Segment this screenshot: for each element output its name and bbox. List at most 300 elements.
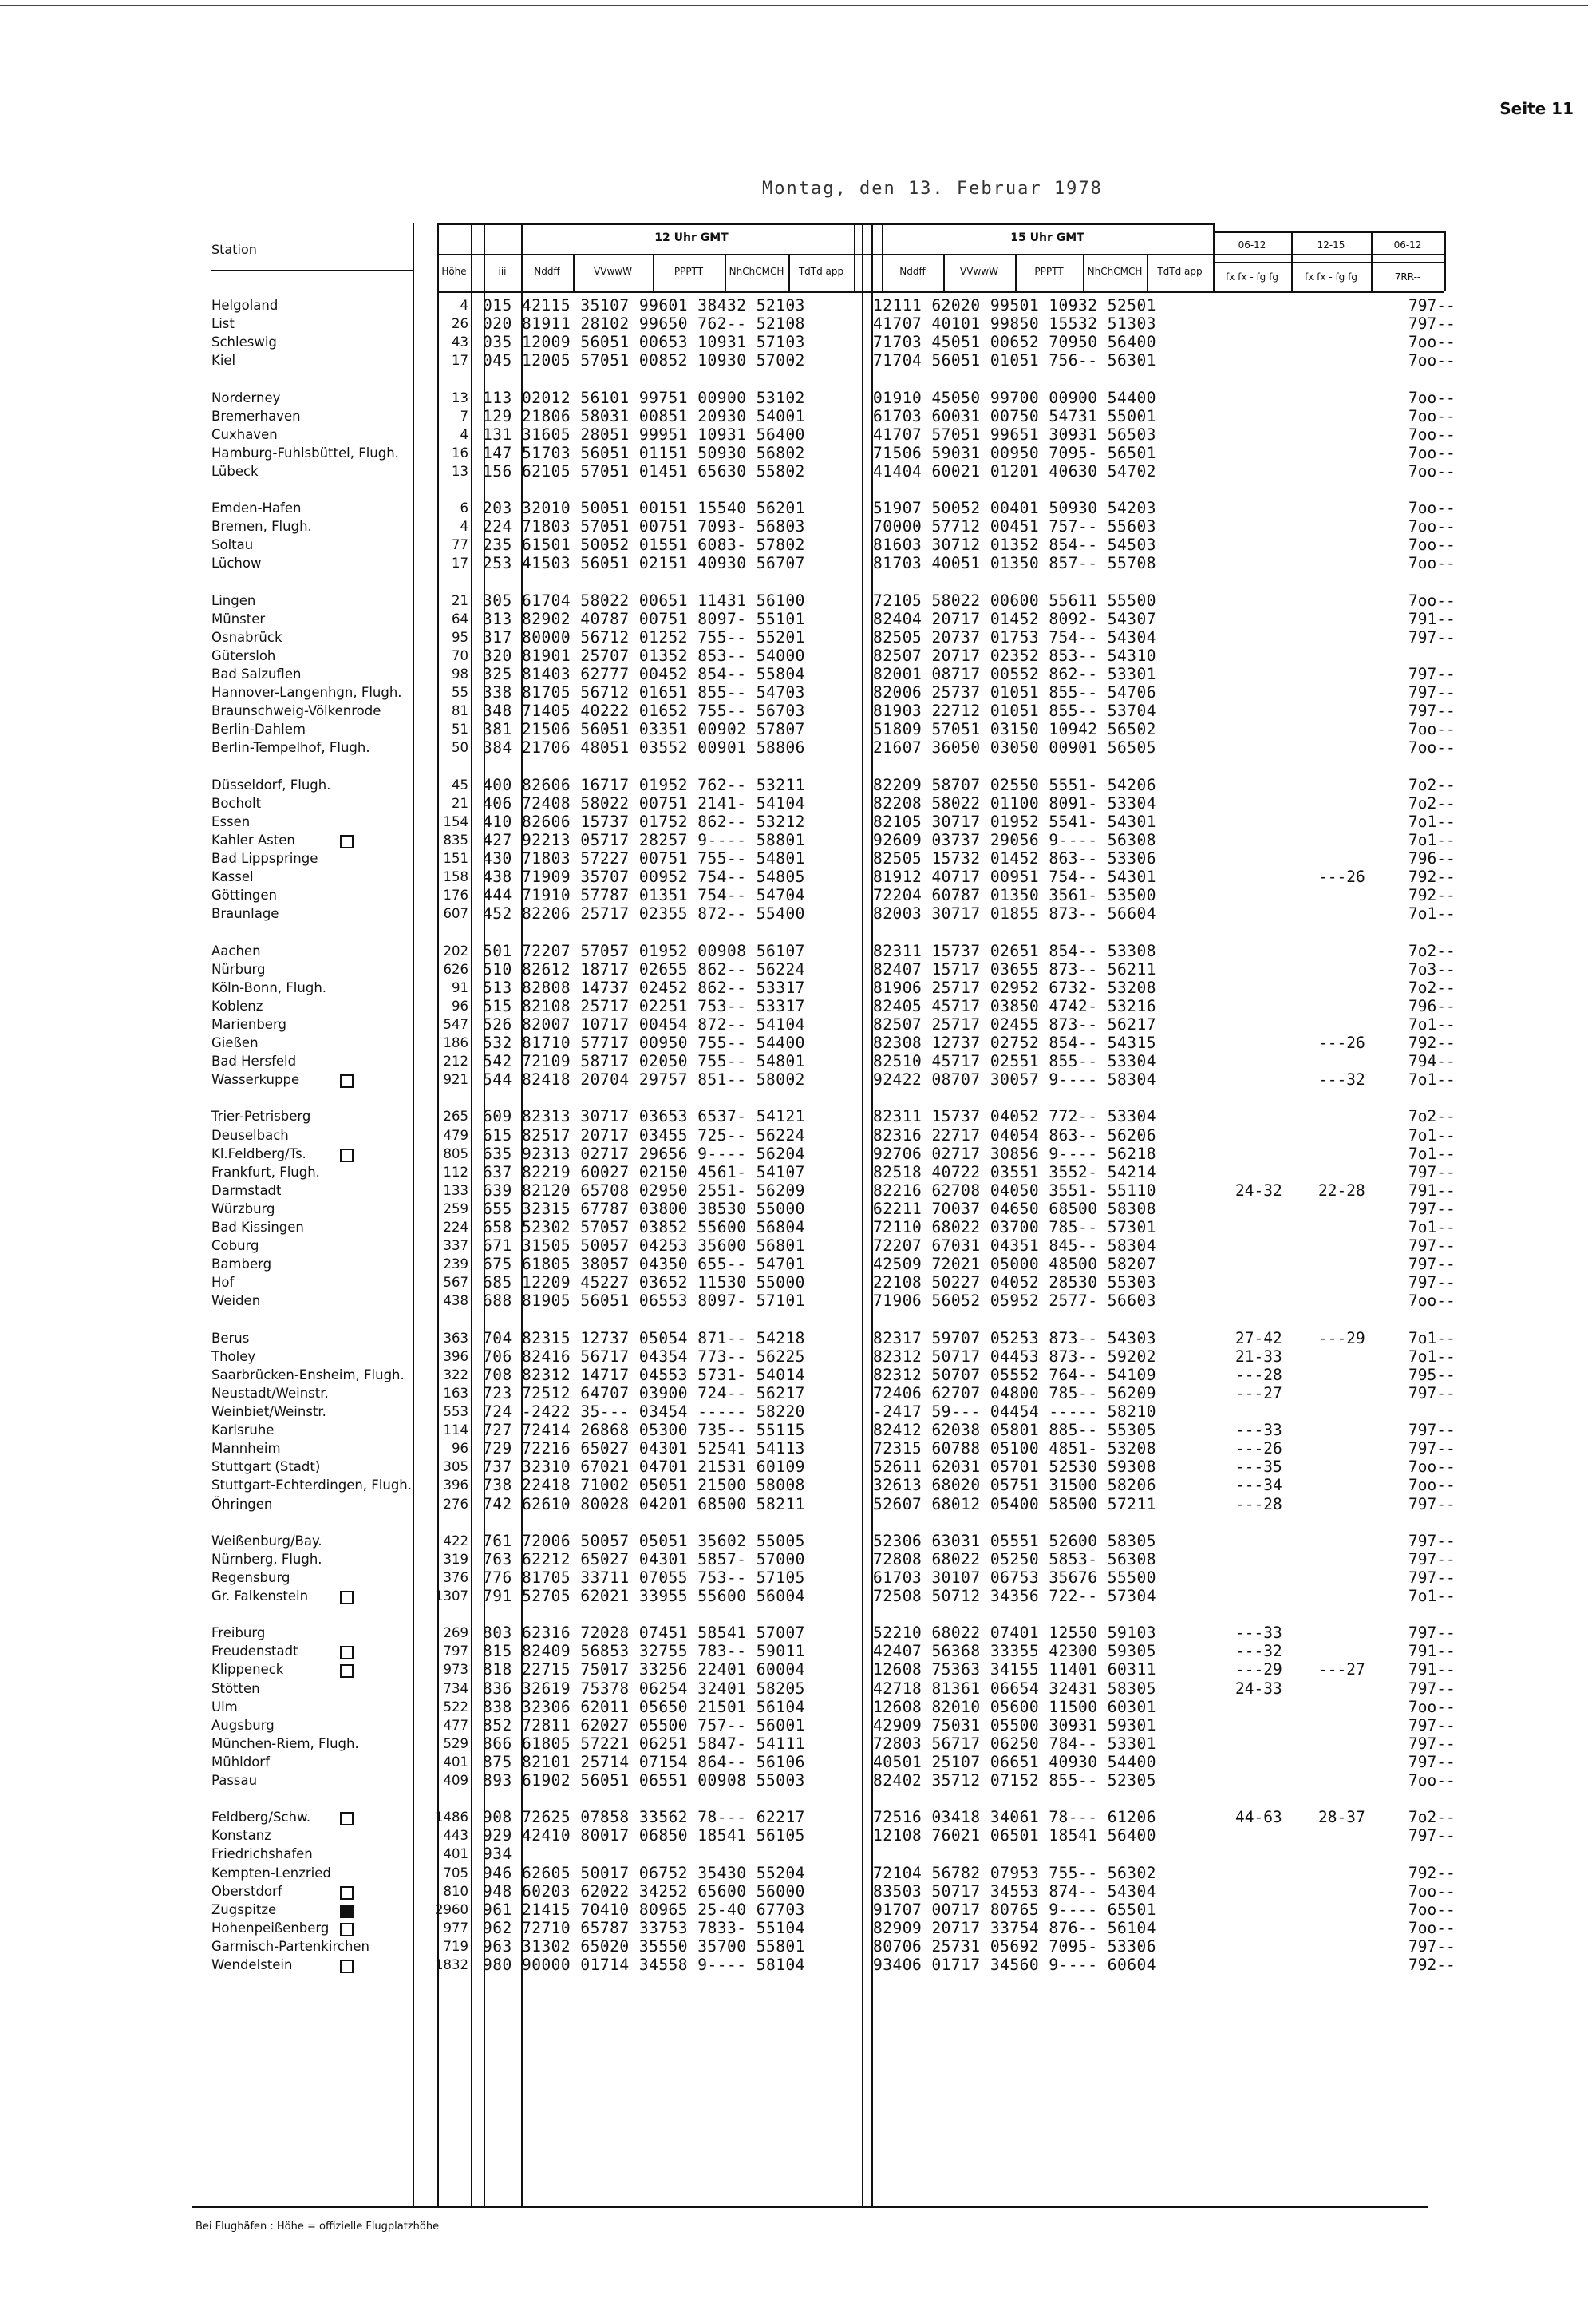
station-name: Hamburg-Fuhlsbüttel, Flugh. — [211, 445, 399, 461]
station-row — [0, 315, 1596, 333]
obs-12utc: 609 82313 30717 03653 6537- 54121 — [483, 1107, 805, 1126]
page-label: Seite 11 — [1499, 99, 1574, 118]
station-name: Nürburg — [211, 961, 266, 977]
obs-12utc: 706 82416 56717 04354 773-- 56225 — [483, 1347, 805, 1366]
precip-group: 797-- — [1408, 1936, 1456, 1956]
empty-square-icon — [340, 1149, 354, 1162]
precip-group: 797-- — [1408, 1273, 1456, 1292]
station-height: 322 — [443, 1367, 468, 1382]
empty-square-icon — [340, 1886, 354, 1900]
obs-12utc: 320 81901 25707 01352 853-- 54000 — [483, 646, 805, 665]
station-name: Zugspitze — [211, 1901, 277, 1917]
obs-15utc: 70000 57712 00451 757-- 55603 — [873, 517, 1156, 536]
filled-square-icon — [340, 1905, 354, 1918]
empty-square-icon — [340, 1960, 354, 1973]
station-name: Ulm — [211, 1699, 238, 1715]
gust-12-15: ---29 — [1318, 1328, 1365, 1347]
station-name: Soltau — [211, 537, 254, 553]
station-name: Stuttgart-Echterdingen, Flugh. — [211, 1477, 412, 1493]
obs-15utc: 83503 50717 34553 874-- 54304 — [873, 1881, 1156, 1901]
precip-group: 7oo-- — [1408, 1697, 1456, 1716]
station-height: 112 — [443, 1164, 468, 1180]
station-height: 363 — [443, 1330, 468, 1346]
obs-12utc: 724 -2422 35--- 03454 ----- 58220 — [483, 1402, 805, 1421]
col-15-nddff: Nddff — [899, 266, 926, 277]
obs-12utc: 685 12209 45227 03652 11530 55000 — [483, 1273, 805, 1292]
empty-square-icon — [340, 1812, 354, 1825]
precip-group: 796-- — [1408, 849, 1456, 868]
station-name: Kiel — [211, 353, 236, 369]
station-row — [0, 500, 1596, 517]
station-height: 114 — [443, 1422, 468, 1438]
obs-12utc: 156 62105 57051 01451 65630 55802 — [483, 461, 805, 481]
precip-group: 797-- — [1408, 314, 1456, 334]
obs-12utc: 704 82315 12737 05054 871-- 54218 — [483, 1328, 805, 1347]
obs-15utc: -2417 59--- 04454 ----- 58210 — [873, 1402, 1156, 1421]
precip-group: 791-- — [1408, 609, 1456, 628]
station-row — [0, 1588, 1596, 1605]
obs-12utc: 675 61805 38057 04350 655-- 54701 — [483, 1255, 805, 1274]
station-name: Göttingen — [211, 888, 277, 904]
precip-group: 795-- — [1408, 1365, 1456, 1384]
station-height: 55 — [452, 685, 468, 701]
station-height: 567 — [443, 1275, 468, 1291]
empty-square-icon — [340, 1646, 354, 1659]
obs-15utc: 82507 20717 02352 853-- 54310 — [873, 646, 1156, 665]
obs-15utc: 72516 03418 34061 78--- 61206 — [873, 1808, 1156, 1827]
station-row — [0, 445, 1596, 462]
precip-group: 797-- — [1408, 1255, 1456, 1274]
obs-12utc: 655 32315 67787 03800 38530 55000 — [483, 1199, 805, 1218]
station-name: Lüchow — [211, 556, 262, 572]
station-row — [0, 1053, 1596, 1070]
station-height: 553 — [443, 1404, 468, 1419]
station-height: 7 — [460, 408, 468, 424]
gust-06-12: ---29 — [1235, 1660, 1282, 1679]
station-height: 805 — [443, 1145, 468, 1161]
station-height: 212 — [443, 1054, 468, 1070]
gust-06-12: 24-32 — [1235, 1181, 1282, 1200]
station-row — [0, 1440, 1596, 1458]
station-height: 70 — [452, 647, 468, 663]
precip-group: 7o1-- — [1408, 1328, 1456, 1347]
station-row — [0, 1643, 1596, 1660]
station-row — [0, 1569, 1596, 1587]
station-name: Weinbiet/Weinstr. — [211, 1404, 326, 1419]
precip-group: 7oo-- — [1408, 1900, 1456, 1919]
station-row — [0, 1883, 1596, 1901]
station-name: Lingen — [211, 592, 256, 608]
station-name: Oberstdorf — [211, 1883, 282, 1899]
station-row — [0, 1071, 1596, 1089]
gust-12-15: ---32 — [1318, 1070, 1365, 1090]
station-height: 43 — [452, 334, 468, 350]
group-12-header: 12 Uhr GMT — [654, 231, 729, 244]
obs-12utc: 381 21506 56051 03351 00902 57807 — [483, 720, 805, 739]
station-row — [0, 1680, 1596, 1698]
obs-15utc: 42718 81361 06654 32431 58305 — [873, 1679, 1156, 1698]
station-row — [0, 905, 1596, 923]
obs-12utc: 131 31605 28051 99951 10931 56400 — [483, 425, 805, 444]
obs-15utc: 82510 45717 02551 855-- 53304 — [873, 1052, 1156, 1071]
station-row — [0, 1533, 1596, 1550]
station-height: 95 — [452, 629, 468, 645]
col-15-clouds: NhChCMCH — [1087, 266, 1143, 277]
precip-group: 7oo-- — [1408, 1771, 1456, 1790]
station-row — [0, 813, 1596, 831]
col-15-vvwww: VVwwW — [960, 266, 998, 277]
precip-group: 791-- — [1408, 1181, 1456, 1200]
obs-15utc: 21607 36050 03050 00901 56505 — [873, 738, 1156, 757]
obs-12utc: 427 92213 05717 28257 9---- 58801 — [483, 830, 805, 849]
station-row — [0, 1219, 1596, 1236]
obs-15utc: 72808 68022 05250 5853- 56308 — [873, 1549, 1156, 1568]
station-name: Braunschweig-Völkenrode — [211, 703, 381, 719]
station-height: 276 — [443, 1496, 468, 1512]
station-row — [0, 702, 1596, 720]
precip-group: 797-- — [1408, 1236, 1456, 1256]
precip-group: 797-- — [1408, 683, 1456, 702]
station-name: Emden-Hafen — [211, 500, 302, 516]
precip-group: 7oo-- — [1408, 406, 1456, 425]
station-name: Bamberg — [211, 1256, 272, 1272]
empty-square-icon — [340, 1923, 354, 1936]
empty-square-icon — [340, 1591, 354, 1604]
gust-12-15: 28-37 — [1318, 1808, 1365, 1827]
precip-group: 7oo-- — [1408, 351, 1456, 370]
gust-06-12: ---28 — [1235, 1494, 1282, 1513]
rule — [1213, 262, 1444, 263]
station-name: Aachen — [211, 943, 261, 959]
station-row — [0, 1330, 1596, 1347]
station-height: 202 — [443, 943, 468, 959]
station-name: Helgoland — [211, 298, 279, 313]
station-name: Karlsruhe — [211, 1422, 275, 1438]
obs-15utc: 81912 40717 00951 754-- 54301 — [873, 868, 1156, 887]
station-name: Bremen, Flugh. — [211, 519, 312, 535]
obs-15utc: 12608 75363 34155 11401 60311 — [873, 1660, 1156, 1679]
obs-12utc: 893 61902 56051 06551 00908 55003 — [483, 1771, 805, 1790]
obs-15utc: 82405 45717 03850 4742- 53216 — [873, 996, 1156, 1015]
precip-group: 7o2-- — [1408, 1808, 1456, 1827]
obs-15utc: 22108 50227 04052 28530 55303 — [873, 1273, 1156, 1292]
station-name: Bad Kissingen — [211, 1220, 304, 1235]
obs-12utc: 253 41503 56051 02151 40930 56707 — [483, 554, 805, 573]
station-name: Frankfurt, Flugh. — [211, 1164, 320, 1180]
station-row — [0, 1348, 1596, 1366]
station-height: 401 — [443, 1846, 468, 1862]
precip-group: 7o2-- — [1408, 775, 1456, 794]
precip-group: 797-- — [1408, 1734, 1456, 1753]
obs-12utc: 838 32306 62011 05650 21501 56104 — [483, 1697, 805, 1716]
col-12-ppptt: PPPTT — [674, 266, 704, 277]
precip-group: 797-- — [1408, 1752, 1456, 1771]
precip-group: 7oo-- — [1408, 1476, 1456, 1495]
station-name: Gießen — [211, 1035, 259, 1050]
station-row — [0, 1754, 1596, 1771]
obs-15utc: 82505 20737 01753 754-- 54304 — [873, 627, 1156, 647]
station-height: 91 — [452, 979, 468, 995]
station-height: 51 — [452, 722, 468, 738]
gust-12-15-subheader: fx fx - fg fg — [1305, 271, 1357, 283]
gust-06-12: ---32 — [1235, 1642, 1282, 1661]
precip-group: 7o1-- — [1408, 1144, 1456, 1163]
precip-group: 7oo-- — [1408, 536, 1456, 555]
station-row — [0, 777, 1596, 794]
station-height: 409 — [443, 1773, 468, 1788]
precip-group: 7o1-- — [1408, 1015, 1456, 1034]
obs-15utc: 72207 67031 04351 845-- 58304 — [873, 1236, 1156, 1256]
obs-12utc: 035 12009 56051 00653 10931 57103 — [483, 333, 805, 352]
obs-15utc: 81903 22712 01051 855-- 53704 — [873, 702, 1156, 721]
obs-15utc: 82909 20717 33754 876-- 56104 — [873, 1918, 1156, 1937]
obs-15utc: 52611 62031 05701 52530 59308 — [873, 1458, 1156, 1477]
station-row — [0, 334, 1596, 351]
precip-group: 7o1-- — [1408, 904, 1456, 924]
station-row — [0, 518, 1596, 536]
obs-12utc: 671 31505 50057 04253 35600 56801 — [483, 1236, 805, 1256]
precip-group: 7oo-- — [1408, 720, 1456, 739]
obs-15utc: 82412 62038 05801 885-- 55305 — [873, 1421, 1156, 1440]
obs-12utc: 045 12005 57051 00852 10930 57002 — [483, 351, 805, 370]
station-height: 4 — [460, 519, 468, 535]
station-name: Freiburg — [211, 1625, 266, 1641]
station-name: Augsburg — [211, 1717, 275, 1733]
rule — [437, 291, 1444, 293]
obs-12utc: 444 71910 57787 01351 754-- 54704 — [483, 886, 805, 905]
obs-12utc: 544 82418 20704 29757 851-- 58002 — [483, 1070, 805, 1090]
precip-group: 7o2-- — [1408, 978, 1456, 997]
obs-15utc: 42407 56368 33355 42300 59305 — [873, 1642, 1156, 1661]
precip-group: 794-- — [1408, 1052, 1456, 1071]
obs-12utc: 305 61704 58022 00651 11431 56100 — [483, 591, 805, 610]
station-row — [0, 832, 1596, 849]
obs-12utc: 875 82101 25714 07154 864-- 56106 — [483, 1752, 805, 1771]
obs-15utc: 41404 60021 01201 40630 54702 — [873, 461, 1156, 481]
station-height: 21 — [452, 795, 468, 811]
station-name: Wendelstein — [211, 1957, 293, 1972]
station-row — [0, 1901, 1596, 1919]
precip-group: 797-- — [1408, 665, 1456, 683]
gust-06-12: ---26 — [1235, 1439, 1282, 1458]
station-name: Osnabrück — [211, 629, 282, 645]
precip-group: 797-- — [1408, 1549, 1456, 1568]
precip-group: 7oo-- — [1408, 443, 1456, 462]
rule — [1213, 231, 1444, 233]
precip-group: 797-- — [1408, 1383, 1456, 1402]
precip-group: 797-- — [1408, 1531, 1456, 1550]
station-height: 21 — [452, 592, 468, 608]
station-height: 16 — [452, 445, 468, 461]
station-height: 443 — [443, 1828, 468, 1844]
station-row — [0, 611, 1596, 628]
col-12-nddff: Nddff — [534, 266, 560, 277]
obs-12utc: 317 80000 56712 01252 755-- 55201 — [483, 627, 805, 647]
station-height: 98 — [452, 666, 468, 682]
gust-06-12: ---34 — [1235, 1476, 1282, 1495]
col-15-ppptt: PPPTT — [1034, 266, 1064, 277]
precip-group: 7oo-- — [1408, 461, 1456, 481]
station-name: Cuxhaven — [211, 426, 278, 442]
precip-group: 7oo-- — [1408, 554, 1456, 573]
station-name: Schleswig — [211, 334, 277, 350]
station-row — [0, 1237, 1596, 1255]
station-row — [0, 1385, 1596, 1402]
obs-15utc: 82209 58707 02550 5551- 54206 — [873, 775, 1156, 794]
station-name: Berlin-Tempelhof, Flugh. — [211, 740, 370, 756]
station-height: 4 — [460, 426, 468, 442]
station-height: 396 — [443, 1348, 468, 1364]
precip-group: 7oo-- — [1408, 1458, 1456, 1477]
obs-12utc: 776 81705 33711 07055 753-- 57105 — [483, 1568, 805, 1587]
obs-15utc: 12608 82010 05600 11500 60301 — [873, 1697, 1156, 1716]
obs-15utc: 71704 56051 01051 756-- 56301 — [873, 351, 1156, 370]
station-row — [0, 1200, 1596, 1218]
station-name: Bocholt — [211, 795, 262, 811]
obs-12utc: 532 81710 57717 00950 755-- 54400 — [483, 1034, 805, 1052]
obs-12utc: 815 82409 56853 32755 783-- 59011 — [483, 1642, 805, 1661]
precip-group: 797-- — [1408, 1715, 1456, 1734]
station-row — [0, 887, 1596, 904]
station-row — [0, 961, 1596, 979]
gust-06-12: 24-33 — [1235, 1679, 1282, 1698]
precip-group: 7o2-- — [1408, 941, 1456, 960]
station-height: 158 — [443, 869, 468, 885]
station-row — [0, 1717, 1596, 1734]
station-name: Bad Lippspringe — [211, 851, 318, 866]
obs-12utc: 791 52705 62021 33955 55600 56004 — [483, 1587, 805, 1605]
obs-15utc: 12111 62020 99501 10932 52501 — [873, 296, 1156, 314]
precip-group: 7oo-- — [1408, 499, 1456, 518]
precip-group: 7o1-- — [1408, 1125, 1456, 1145]
station-height: 547 — [443, 1016, 468, 1032]
obs-15utc: 81906 25717 02952 6732- 53208 — [873, 978, 1156, 997]
obs-12utc: 015 42115 35107 99601 38432 52103 — [483, 296, 805, 314]
station-name: Koblenz — [211, 998, 263, 1014]
station-height: 269 — [443, 1625, 468, 1641]
obs-15utc: 40501 25107 06651 40930 54400 — [873, 1752, 1156, 1771]
station-row — [0, 426, 1596, 444]
station-row — [0, 1458, 1596, 1476]
obs-12utc: 325 81403 62777 00452 854-- 55804 — [483, 665, 805, 683]
rule — [437, 223, 1213, 225]
station-name: Würzburg — [211, 1200, 275, 1216]
precip-group: 797-- — [1408, 702, 1456, 721]
obs-12utc: 113 02012 56101 99751 00900 53102 — [483, 388, 805, 407]
station-name: Wasserkuppe — [211, 1072, 300, 1088]
obs-15utc: 82507 25717 02455 873-- 56217 — [873, 1015, 1156, 1034]
station-name: Mühldorf — [211, 1754, 270, 1770]
iii-header: iii — [498, 266, 507, 277]
obs-15utc: 72104 56782 07953 755-- 56302 — [873, 1863, 1156, 1882]
station-height: 81 — [452, 703, 468, 719]
obs-15utc: 51809 57051 03150 10942 56502 — [873, 720, 1156, 739]
station-name: Kassel — [211, 869, 254, 885]
obs-12utc: 948 60203 62022 34252 65600 56000 — [483, 1881, 805, 1901]
station-height: 522 — [443, 1699, 468, 1715]
obs-12utc: 737 32310 67021 04701 21531 60109 — [483, 1458, 805, 1477]
station-name: Coburg — [211, 1238, 259, 1254]
station-row — [0, 795, 1596, 813]
obs-12utc: 708 82312 14717 04553 5731- 54014 — [483, 1365, 805, 1384]
obs-12utc: 637 82219 60027 02150 4561- 54107 — [483, 1162, 805, 1181]
station-row — [0, 979, 1596, 997]
station-height: 77 — [452, 537, 468, 553]
obs-12utc: 818 22715 75017 33256 22401 60004 — [483, 1660, 805, 1679]
gust-06-12: ---35 — [1235, 1458, 1282, 1477]
station-name: Konstanz — [211, 1828, 271, 1844]
station-row — [0, 1403, 1596, 1421]
obs-15utc: 42909 75031 05500 30931 59301 — [873, 1715, 1156, 1734]
station-height: 4 — [460, 298, 468, 313]
station-row — [0, 721, 1596, 738]
obs-15utc: 80706 25731 05692 7095- 53306 — [873, 1936, 1156, 1956]
precip-group: 792-- — [1408, 868, 1456, 887]
obs-15utc: 82312 50707 05552 764-- 54109 — [873, 1365, 1156, 1384]
station-height: 154 — [443, 813, 468, 829]
station-row — [0, 1827, 1596, 1845]
obs-12utc: 147 51703 56051 01151 50930 56802 — [483, 443, 805, 462]
station-row — [0, 850, 1596, 868]
obs-12utc: 962 72710 65787 33753 7833- 55104 — [483, 1918, 805, 1937]
obs-12utc: 729 72216 65027 04301 52541 54113 — [483, 1439, 805, 1458]
station-name: Neustadt/Weinstr. — [211, 1385, 329, 1401]
obs-12utc: 635 92313 02717 29656 9---- 56204 — [483, 1144, 805, 1163]
obs-12utc: 513 82808 14737 02452 862-- 53317 — [483, 978, 805, 997]
station-name: Bremerhaven — [211, 408, 301, 424]
precip-group: 7oo-- — [1408, 1881, 1456, 1901]
precip-subheader: 7RR-- — [1394, 271, 1421, 283]
gust-06-12: ---33 — [1235, 1421, 1282, 1440]
station-height: 176 — [443, 888, 468, 904]
obs-12utc: 836 32619 75378 06254 32401 58205 — [483, 1679, 805, 1698]
station-row — [0, 1292, 1596, 1310]
precip-group: 7o1-- — [1408, 1218, 1456, 1236]
station-height: 96 — [452, 998, 468, 1014]
station-name: Weiden — [211, 1293, 261, 1309]
precip-group: 7o1-- — [1408, 812, 1456, 831]
group-15-header: 15 Uhr GMT — [1010, 231, 1084, 244]
station-row — [0, 943, 1596, 960]
obs-12utc: 852 72811 62027 05500 757-- 56001 — [483, 1715, 805, 1734]
station-name: Nürnberg, Flugh. — [211, 1551, 322, 1567]
precip-group: 796-- — [1408, 996, 1456, 1015]
obs-15utc: 72315 60788 05100 4851- 53208 — [873, 1439, 1156, 1458]
station-name: Braunlage — [211, 906, 279, 922]
precip-group: 792-- — [1408, 1034, 1456, 1052]
gust-06-12: 27-42 — [1235, 1328, 1282, 1347]
station-height: 835 — [443, 832, 468, 848]
station-height: 17 — [452, 353, 468, 369]
station-height: 734 — [443, 1680, 468, 1696]
precip-group: 7oo-- — [1408, 388, 1456, 407]
station-row — [0, 555, 1596, 572]
document-date: Montag, den 13. Februar 1978 — [762, 179, 1103, 199]
station-row — [0, 1845, 1596, 1863]
obs-12utc: 727 72414 26868 05300 735-- 55115 — [483, 1421, 805, 1440]
precip-group: 797-- — [1408, 1439, 1456, 1458]
station-name: Düsseldorf, Flugh. — [211, 777, 331, 793]
station-height: 438 — [443, 1293, 468, 1309]
gust-12-15: ---26 — [1318, 1034, 1365, 1052]
station-name: Bad Salzuflen — [211, 666, 302, 682]
obs-12utc: 963 31302 65020 35550 35700 55801 — [483, 1936, 805, 1956]
station-name: Saarbrücken-Ensheim, Flugh. — [211, 1367, 405, 1382]
obs-15utc: 82404 20717 01452 8092- 54307 — [873, 609, 1156, 628]
station-name: Tholey — [211, 1348, 256, 1364]
precip-group: 7oo-- — [1408, 1918, 1456, 1937]
gust-06-12: ---28 — [1235, 1365, 1282, 1384]
